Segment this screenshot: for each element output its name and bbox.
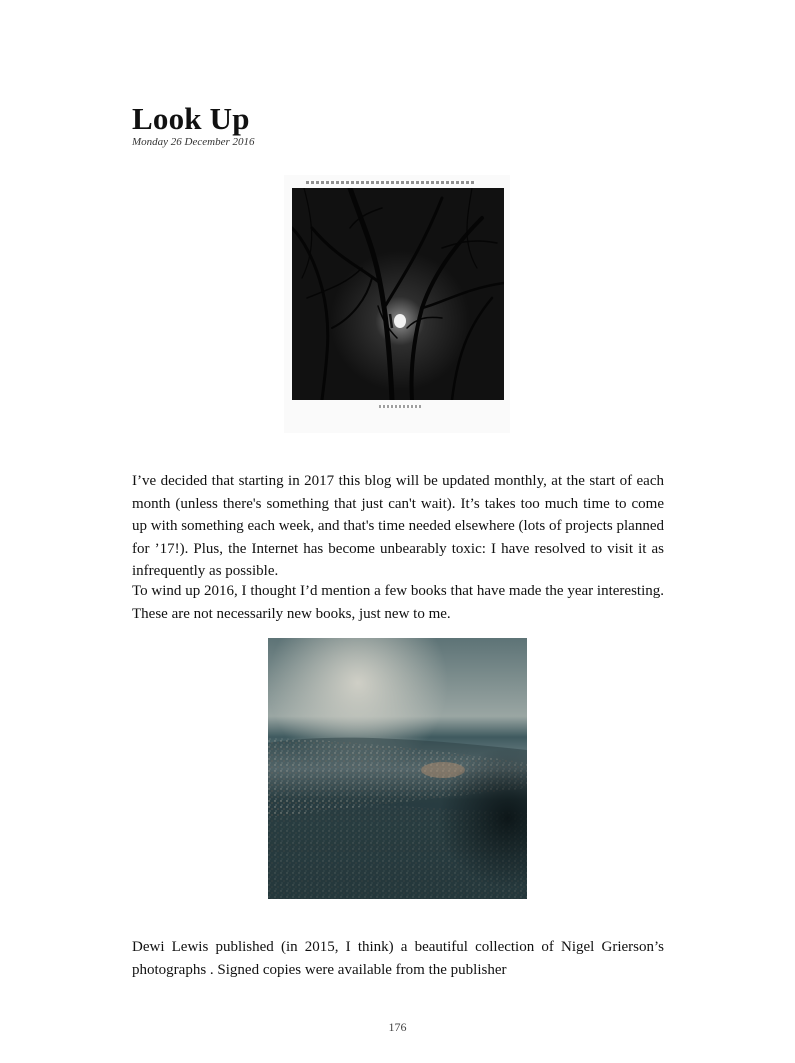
paragraph-books: To wind up 2016, I thought I’d mention a few books that have made the year interesting. These are not necessarily new books, just new to me.	[132, 583, 664, 622]
book-cover-photo	[268, 638, 527, 899]
moon-trees-image	[292, 188, 504, 400]
photo-caption-top	[306, 181, 476, 184]
page-number: 176	[388, 1020, 407, 1034]
photo-caption-bottom	[379, 405, 421, 408]
post-title: Look Up	[132, 101, 250, 136]
moon-trees-photo	[284, 175, 510, 433]
paragraph-grierson: Dewi Lewis published (in 2015, I think) a beautiful collection of Nigel Grierson’s photographs . Signed copies were available from the publisher	[132, 939, 664, 978]
paragraph-intro: I’ve decided that starting in 2017 this blog will be updated monthly, at the start of each month (unless there's something that just can't wait). It’s takes too much time to come up with something each week, and that's time needed elsewhere (lots of projects planned for ’17!). Plus, the Internet has become unbearably toxic: I have resolved to visit it as infrequently as possible.	[132, 473, 664, 580]
post-date: Monday 26 December 2016	[132, 136, 255, 148]
